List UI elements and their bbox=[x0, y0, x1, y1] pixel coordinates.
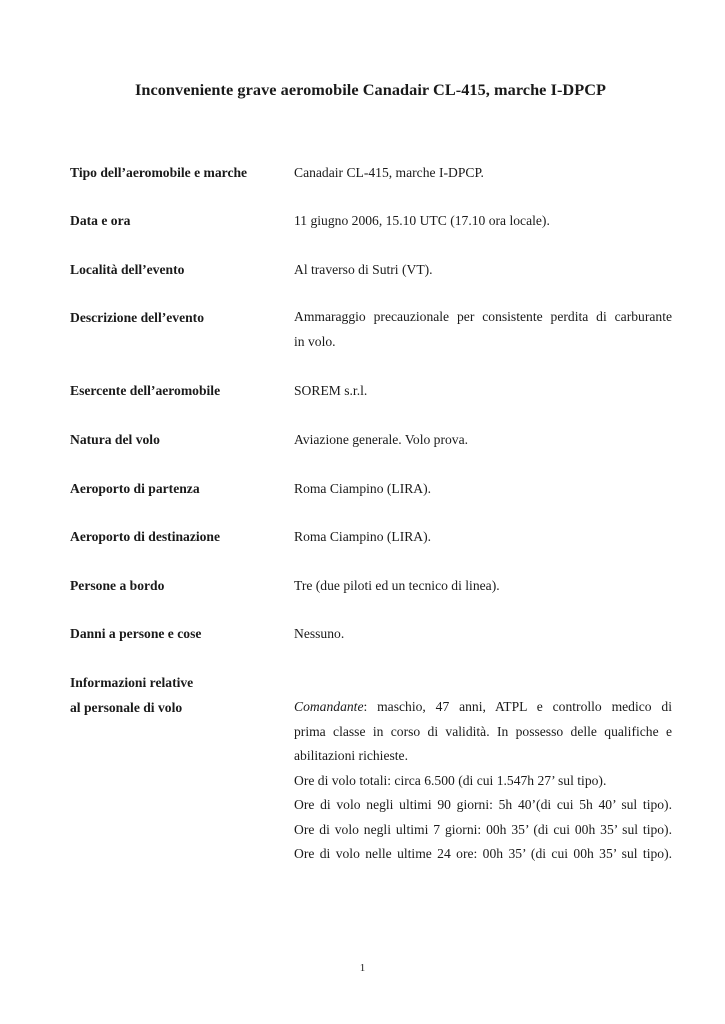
field-value-damages: Nessuno. bbox=[294, 626, 345, 641]
crew-info-line-1-rest: : maschio, 47 anni, ATPL e controllo medico di bbox=[363, 699, 672, 714]
field-label-operator: Esercente dell’aeromobile bbox=[70, 383, 221, 398]
field-label-damages: Danni a persone e cose bbox=[70, 626, 202, 641]
crew-info-line-4: Ore di volo totali: circa 6.500 (di cui 1.547h 27’ sul tipo). bbox=[294, 772, 607, 788]
field-label-destination-airport: Aeroporto di destinazione bbox=[70, 529, 221, 544]
field-label-persons-on-board: Persone a bordo bbox=[70, 578, 165, 593]
event-description-line-2: in volo. bbox=[294, 333, 336, 349]
field-value-destination-airport: Roma Ciampino (LIRA). bbox=[294, 529, 432, 544]
crew-info-line-7: Ore di volo nelle ultime 24 ore: 00h 35’ (di cui 00h 35’ sul tipo). bbox=[294, 846, 672, 861]
field-value-flight-nature: Aviazione generale. Volo prova. bbox=[294, 432, 469, 447]
crew-info-line-1 bbox=[294, 695, 672, 720]
crew-info-line-5: Ore di volo negli ultimi 90 giorni: 5h 40’(di cui 5h 40’ sul tipo). bbox=[294, 797, 672, 812]
field-value-persons-on-board: Tre (due piloti ed un tecnico di linea). bbox=[294, 578, 500, 593]
field-value-event-description bbox=[294, 305, 672, 354]
event-description-line-1: Ammaraggio precauzionale per consistente perdita di carburante bbox=[294, 309, 672, 324]
crew-info-line-6: Ore di volo negli ultimi 7 giorni: 00h 35’ (di cui 00h 35’ sul tipo). bbox=[294, 821, 672, 837]
field-value-date-time: 11 giugno 2006, 15.10 UTC (17.10 ora locale). bbox=[294, 213, 550, 228]
field-value-operator: SOREM s.r.l. bbox=[294, 383, 368, 398]
field-label-location: Località dell’evento bbox=[70, 262, 185, 277]
field-value-crew-info bbox=[294, 695, 672, 867]
field-value-aircraft-type: Canadair CL-415, marche I-DPCP. bbox=[294, 165, 484, 180]
document-title: Inconveniente grave aeromobile Canadair CL-415, marche I-DPCP bbox=[134, 80, 607, 99]
crew-info-line-2: prima classe in corso di validità. In possesso delle qualifiche e bbox=[294, 723, 672, 739]
field-label-date-time: Data e ora bbox=[70, 213, 131, 228]
crew-info-line-3: abilitazioni richieste. bbox=[294, 748, 408, 763]
crew-role: Comandante bbox=[294, 699, 364, 714]
field-label-event-description: Descrizione dell’evento bbox=[70, 310, 205, 325]
field-label-crew-info-line-1: Informazioni relative bbox=[70, 675, 194, 690]
field-value-location: Al traverso di Sutri (VT). bbox=[294, 262, 433, 277]
field-label-flight-nature: Natura del volo bbox=[70, 432, 160, 447]
page-number: 1 bbox=[359, 962, 366, 974]
field-label-aircraft-type: Tipo dell’aeromobile e marche bbox=[70, 165, 248, 180]
field-value-departure-airport: Roma Ciampino (LIRA). bbox=[294, 481, 432, 496]
field-label-departure-airport: Aeroporto di partenza bbox=[70, 481, 200, 496]
field-label-crew-info-line-2: al personale di volo bbox=[70, 700, 183, 715]
